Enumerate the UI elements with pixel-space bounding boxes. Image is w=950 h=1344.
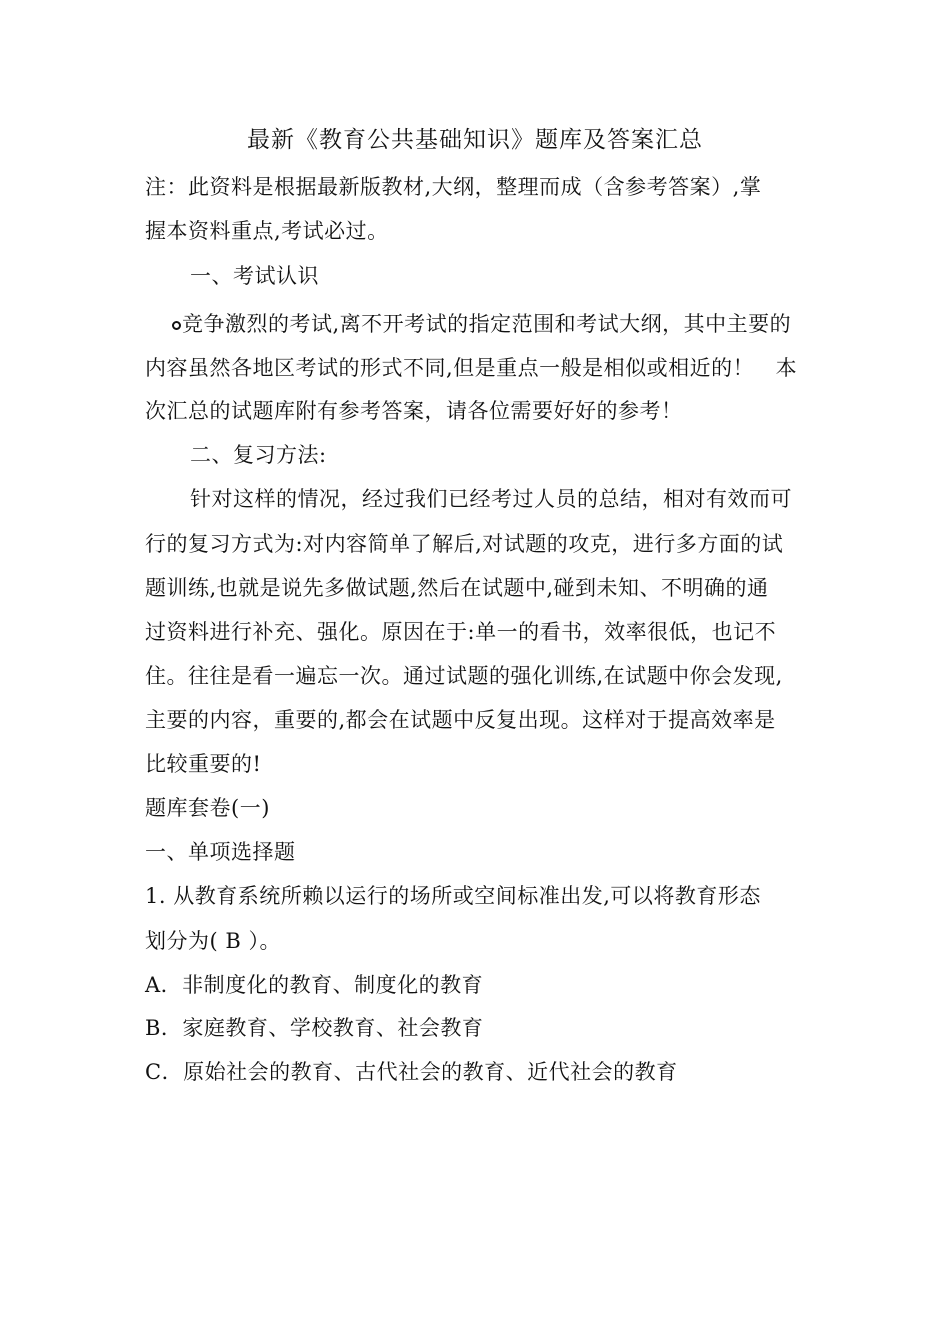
- section1-heading: 一、考试认识: [190, 264, 319, 288]
- part-title: 一、单项选择题: [145, 840, 296, 864]
- section2-paragraph-line-6: 主要的内容，重要的,都会在试题中反复出现。这样对于提高效率是: [145, 708, 776, 732]
- question-stem-line-2: 划分为( B ）。: [145, 929, 281, 953]
- option-b: B．家庭教育、学校教育、社会教育: [145, 1016, 484, 1040]
- question-set-title: 题库套卷(一): [145, 796, 270, 820]
- section2-paragraph-line-2: 行的复习方式为:对内容简单了解后,对试题的攻克，进行多方面的试: [145, 532, 784, 556]
- option-a: A．非制度化的教育、制度化的教育: [145, 973, 484, 997]
- section1-paragraph-text: 竞争激烈的考试,离不开考试的指定范围和考试大纲，其中主要的: [182, 312, 792, 336]
- section2-paragraph-line-4: 过资料进行补充、强化。原因在于:单一的看书，效率很低，也记不: [145, 620, 777, 644]
- section2-paragraph-line-3: 题训练,也就是说先多做试题,然后在试题中,碰到未知、不明确的通: [145, 576, 769, 600]
- bullet-icon: [172, 321, 181, 330]
- section2-heading: 二、复习方法:: [190, 443, 327, 467]
- section2-paragraph-line-7: 比较重要的!: [145, 752, 262, 776]
- section1-paragraph-line-3: 次汇总的试题库附有参考答案，请各位需要好好的参考！: [145, 399, 683, 423]
- section2-paragraph-line-5: 住。往往是看一遍忘一次。通过试题的强化训练,在试题中你会发现,: [145, 664, 783, 688]
- document-title: 最新《教育公共基础知识》题库及答案汇总: [247, 127, 703, 153]
- option-c: C．原始社会的教育、古代社会的教育、近代社会的教育: [145, 1060, 678, 1084]
- section1-paragraph-line-1: [172, 309, 791, 339]
- question-stem-line-1: 1. 从教育系统所赖以运行的场所或空间标准出发,可以将教育形态: [145, 884, 761, 908]
- section1-paragraph-line-2: 内容虽然各地区考试的形式不同,但是重点一般是相似或相近的！ 本: [145, 356, 798, 380]
- section2-paragraph-line-1: 针对这样的情况，经过我们已经考过人员的总结，相对有效而可: [190, 487, 792, 511]
- note-line-1: 注：此资料是根据最新版教材,大纲，整理而成（含参考答案）,掌: [145, 175, 762, 199]
- note-line-2: 握本资料重点,考试必过。: [145, 219, 389, 243]
